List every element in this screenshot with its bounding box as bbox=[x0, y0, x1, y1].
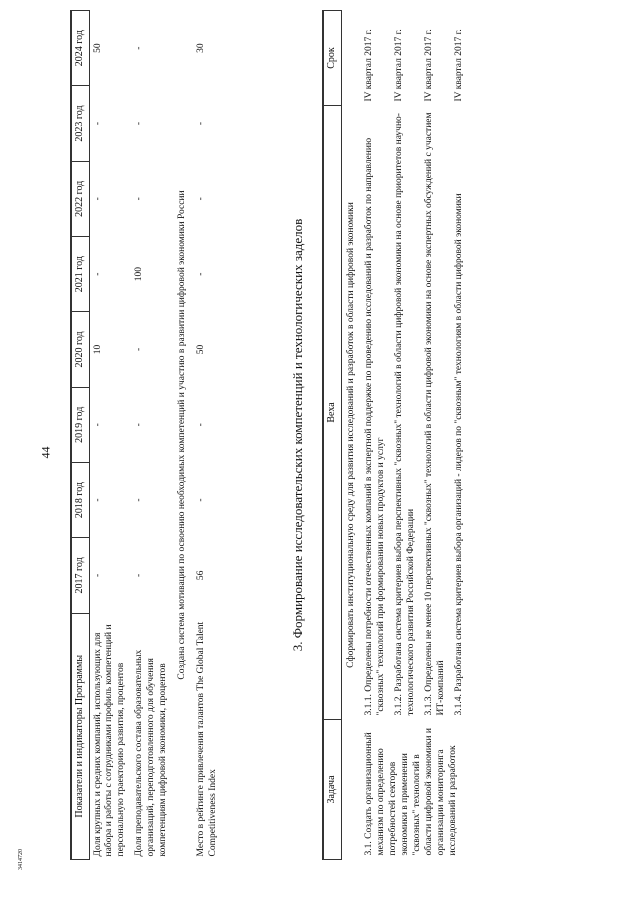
value-cell: 50 bbox=[195, 344, 206, 355]
milestone-cell: 3.1.4. Разработана система критериев выбора организаций - лидеров по "сквозным" технологиям в области цифровой экономики bbox=[453, 193, 464, 716]
table-row bbox=[361, 11, 391, 860]
value-cell: 56 bbox=[195, 570, 206, 581]
indicator-label: Место в рейтинге привлечения талантов The Global Talent Competitiveness Index bbox=[195, 621, 218, 857]
table-row bbox=[89, 11, 131, 860]
value-cell: 30 bbox=[195, 43, 206, 53]
table-row bbox=[193, 11, 223, 860]
value-cell: - bbox=[134, 121, 145, 126]
section-title: Сформировать институциональную среду для развития исследований и разработок в области цифровой экономики bbox=[345, 202, 356, 668]
header-milestone: Веха bbox=[323, 106, 341, 720]
indicators-table bbox=[70, 10, 222, 860]
header-year: 2022 год bbox=[71, 161, 89, 236]
value-cell: - bbox=[195, 272, 206, 276]
header-year: 2023 год bbox=[71, 86, 89, 161]
header-year: 2018 год bbox=[71, 462, 89, 537]
task-cell: 3.1. Создать организационный механизм по определению потребностей секторов экономики в применении "сквозных" технологий в области цифровой экономики и организации мониторинга исследований и разработок bbox=[364, 728, 458, 856]
value-cell: - bbox=[92, 498, 103, 502]
term-cell: IV квартал 2017 г. bbox=[394, 29, 405, 102]
header-year: 2021 год bbox=[71, 236, 89, 311]
value-cell: - bbox=[195, 197, 206, 201]
header-term: Срок bbox=[323, 11, 341, 106]
milestone-cell: 3.1.1. Определены потребности отечественных компаний в экспертной поддержке по проведению исследований и разработок по направлению "сквозных" технологий при формировании новых продуктов и услуг bbox=[364, 137, 387, 716]
milestones-header-row bbox=[323, 11, 341, 860]
value-cell: 50 bbox=[92, 43, 103, 53]
indicators-header-row bbox=[71, 11, 89, 860]
value-cell: - bbox=[92, 423, 103, 427]
value-cell: - bbox=[92, 272, 103, 276]
header-year: 2017 год bbox=[71, 538, 89, 613]
value-cell: 10 bbox=[92, 344, 103, 355]
value-cell: 100 bbox=[134, 267, 145, 282]
header-year: 2019 год bbox=[71, 387, 89, 462]
header-year: 2024 год bbox=[71, 11, 89, 86]
value-cell: - bbox=[92, 121, 103, 126]
table-row bbox=[131, 11, 173, 860]
milestone-cell: 3.1.3. Определены не менее 10 перспективных "сквозных" технологий в области цифровой экономики на основе экспертных обсуждений с участием ИТ-компаний bbox=[423, 112, 446, 716]
header-indicators: Показатели и индикаторы Программы bbox=[71, 613, 89, 859]
section-heading: 3. Формирование исследовательских компетенций и технологических заделов bbox=[290, 218, 305, 652]
page-number: 44 bbox=[38, 446, 53, 459]
indicator-label: Доля преподавательского состава образовательных организаций, переподготовленного для обучения компетенциям цифровой экономики, процентов bbox=[134, 649, 168, 857]
value-cell: - bbox=[92, 197, 103, 201]
value-cell: - bbox=[134, 423, 145, 427]
value-cell: - bbox=[134, 498, 145, 502]
header-year: 2020 год bbox=[71, 312, 89, 387]
section-title: Создана система мотивации по освоению необходимых компетенций и участию в развитии цифровой экономики России bbox=[176, 190, 187, 680]
value-cell: - bbox=[195, 423, 206, 427]
indicator-label: Доля крупных и средних компаний, использующих для набора и работы с сотрудниками профиль компетенций и персональную траекторию развития, процентов bbox=[92, 624, 127, 857]
value-cell: - bbox=[134, 573, 145, 577]
value-cell: - bbox=[134, 347, 145, 352]
value-cell: - bbox=[195, 121, 206, 126]
value-cell: - bbox=[134, 46, 145, 50]
section-row bbox=[341, 11, 361, 860]
milestone-cell: 3.1.2. Разработана система критериев выбора перспективных "сквозных" технологий в области цифровой экономики на основе приоритетов научно-технологического развития Российской Федерации bbox=[394, 113, 416, 716]
term-cell: IV квартал 2017 г. bbox=[423, 29, 434, 102]
value-cell: - bbox=[195, 498, 206, 502]
value-cell: - bbox=[92, 573, 103, 577]
milestones-table bbox=[322, 10, 469, 860]
document-id: 3414720 bbox=[18, 849, 24, 870]
value-cell: - bbox=[134, 197, 145, 201]
term-cell: IV квартал 2017 г. bbox=[364, 29, 375, 102]
section-row bbox=[173, 11, 193, 860]
rotated-content bbox=[60, 10, 580, 860]
header-task: Задача bbox=[323, 720, 341, 860]
term-cell: IV квартал 2017 г. bbox=[453, 29, 464, 102]
